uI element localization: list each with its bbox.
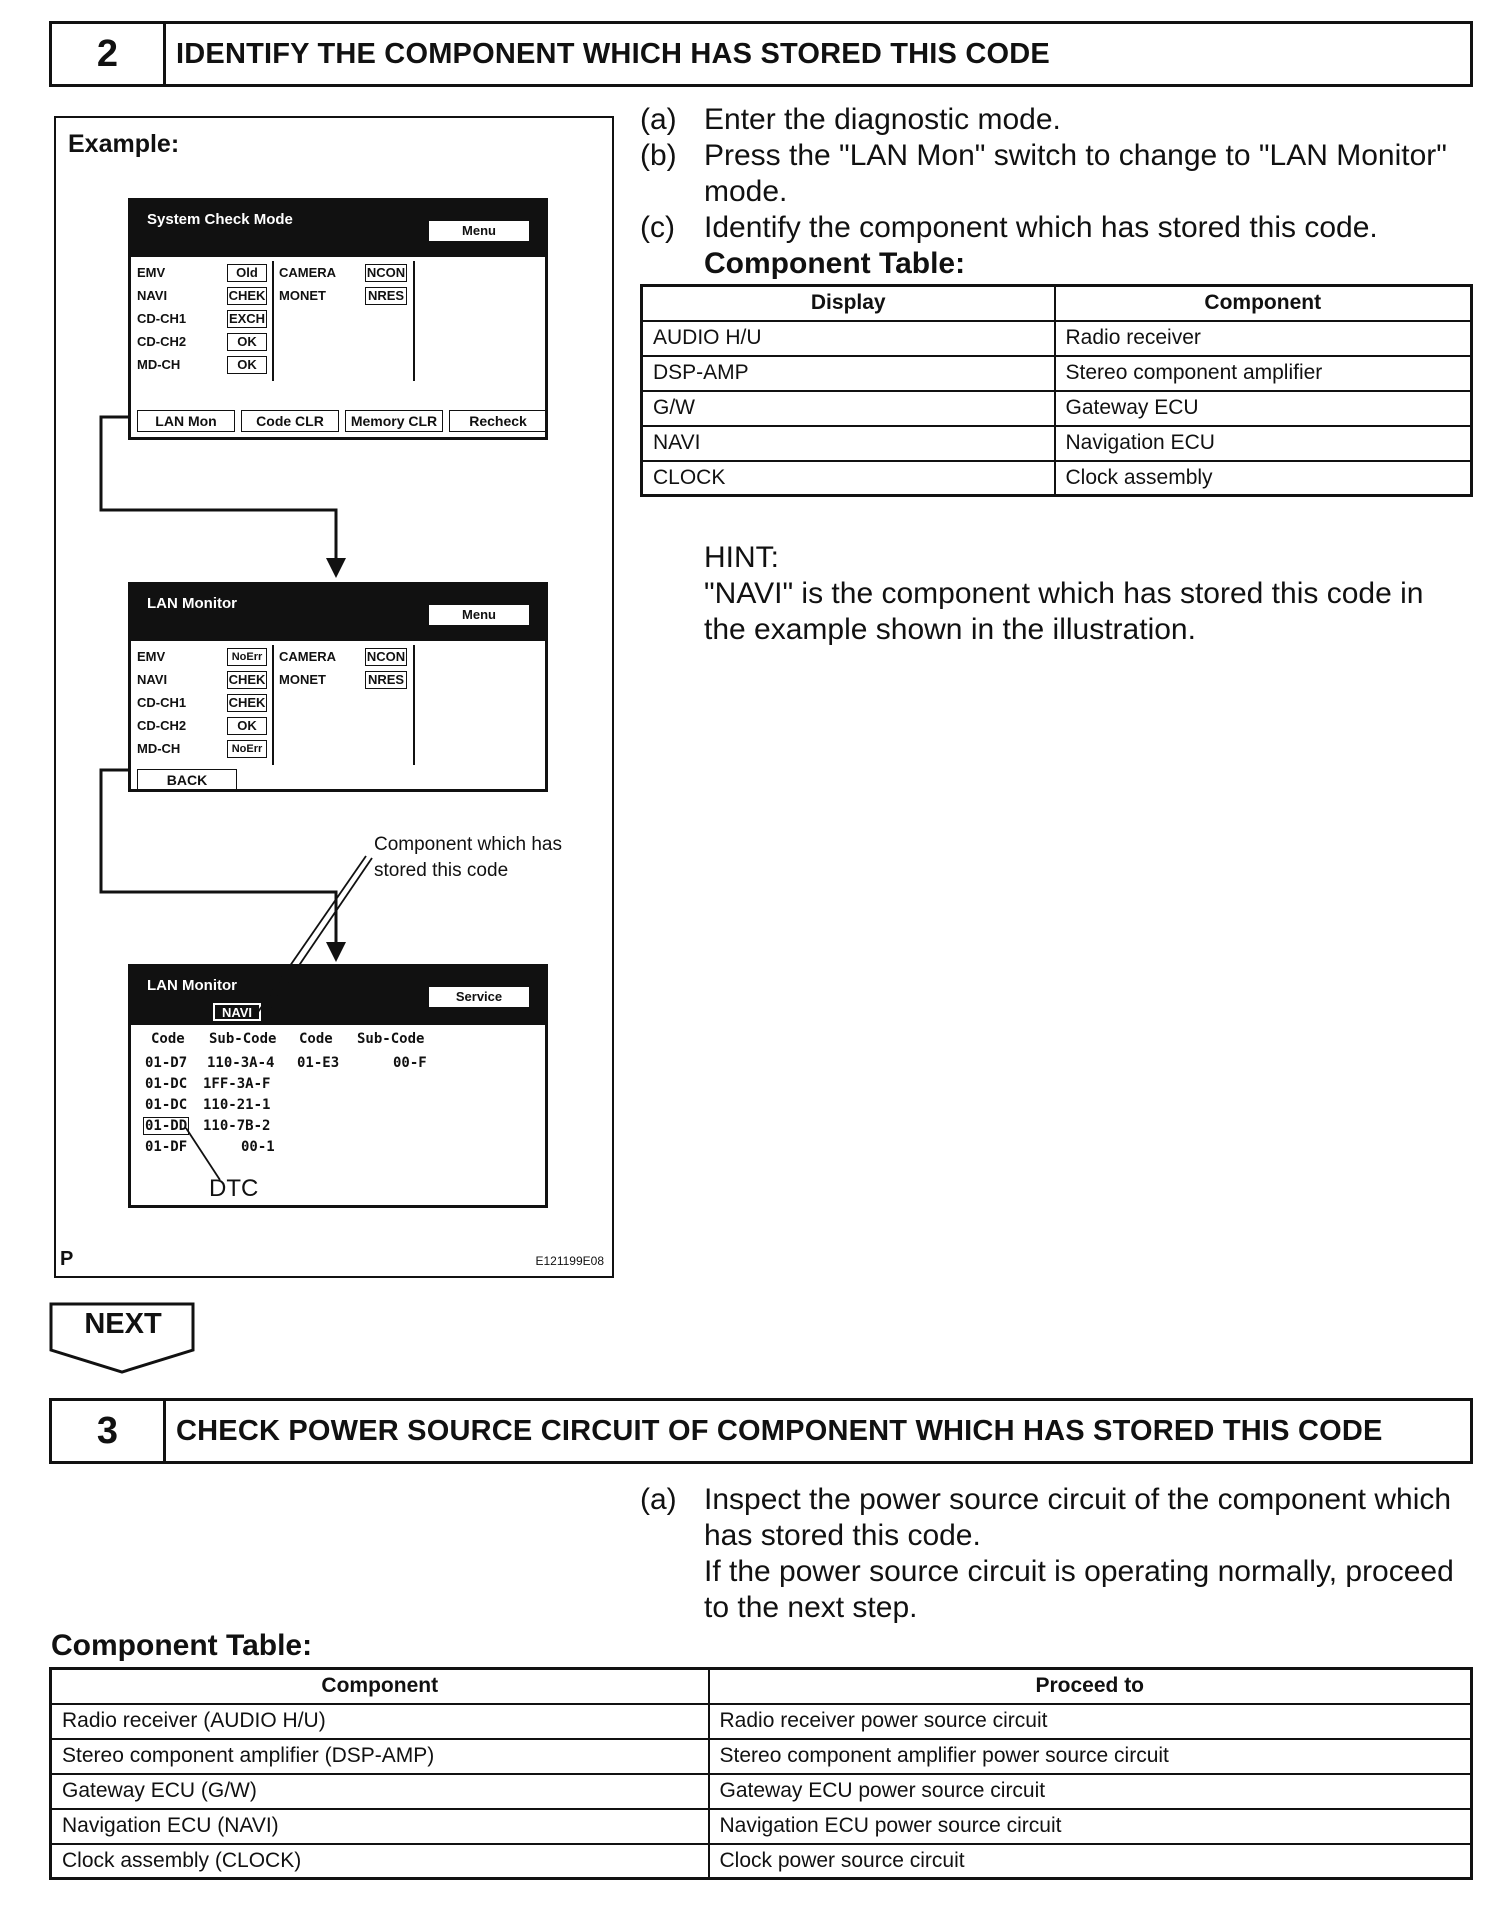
table-header: Component xyxy=(1055,286,1472,321)
hint-text-2: the example shown in the illustration. xyxy=(704,613,1196,646)
status-badge: OK xyxy=(227,717,267,735)
code-clr-button[interactable]: Code CLR xyxy=(241,410,339,432)
lan-mon-button[interactable]: LAN Mon xyxy=(137,410,235,432)
table-header: Display xyxy=(642,286,1055,321)
arrow-down-icon xyxy=(326,558,346,578)
callout-text-2: stored this code xyxy=(374,860,509,881)
hint-label: HINT: xyxy=(704,541,779,574)
instruction-label: (a) xyxy=(640,1483,677,1516)
instruction-text: Enter the diagnostic mode. xyxy=(704,103,1061,136)
table-cell: Navigation ECU xyxy=(1055,426,1472,461)
unit-label: CD-CH1 xyxy=(137,695,187,710)
sub-code: 00-1 xyxy=(241,1139,275,1155)
hint-text-1: "NAVI" is the component which has stored this code in xyxy=(704,577,1424,610)
sub-code: 110-7B-2 xyxy=(203,1118,271,1134)
table-cell: Clock assembly (CLOCK) xyxy=(51,1844,709,1879)
status-badge: NoErr xyxy=(227,648,267,666)
status-badge: CHEK xyxy=(228,695,266,710)
instruction-label: (b) xyxy=(640,139,677,172)
status-badge: NRES xyxy=(365,671,407,689)
table-header: Proceed to xyxy=(709,1669,1472,1704)
table-cell: NAVI xyxy=(642,426,1055,461)
status-badge: OK xyxy=(227,356,267,374)
column-header: Sub-Code xyxy=(357,1031,425,1047)
menu-button[interactable]: Menu xyxy=(429,605,529,625)
dtc-label: DTC xyxy=(209,1175,259,1202)
unit-label: CD-CH2 xyxy=(137,334,187,349)
step-3-header xyxy=(49,1398,1473,1464)
column-header: Code xyxy=(299,1031,333,1047)
table-cell: DSP-AMP xyxy=(642,356,1055,391)
step3-instruction-a xyxy=(640,1482,1500,1632)
instruction-text: to the next step. xyxy=(704,1591,918,1624)
component-table-title: Component Table: xyxy=(51,1629,313,1662)
status-badge: NCON xyxy=(366,649,406,664)
arrow-down-icon xyxy=(326,942,346,962)
component-table-step3 xyxy=(49,1667,1473,1880)
step-number: 3 xyxy=(52,1401,166,1461)
corner-label: P xyxy=(60,1248,74,1270)
column-header: Code xyxy=(151,1031,185,1047)
table-cell: Radio receiver (AUDIO H/U) xyxy=(51,1704,709,1739)
callout-text-1: Component which has xyxy=(374,834,562,855)
table-row xyxy=(51,1739,1472,1774)
screen-title: LAN Monitor xyxy=(147,595,237,612)
status-badge: Old xyxy=(227,264,267,282)
recheck-button[interactable]: Recheck xyxy=(449,410,547,432)
dtc-code: 01-DC xyxy=(145,1076,188,1092)
table-cell: Gateway ECU power source circuit xyxy=(709,1774,1472,1809)
table-cell: Gateway ECU xyxy=(1055,391,1472,426)
table-cell: Gateway ECU (G/W) xyxy=(51,1774,709,1809)
status-badge: NCON xyxy=(366,265,406,280)
table-cell: CLOCK xyxy=(642,461,1055,496)
step-number: 2 xyxy=(52,24,166,84)
status-badge: EXCH xyxy=(228,311,266,326)
instruction-text: Press the "LAN Mon" switch to change to "LAN Monitor" xyxy=(704,139,1447,172)
unit-label: MD-CH xyxy=(137,357,181,372)
instruction-text-cont: mode. xyxy=(704,175,788,208)
unit-label: CAMERA xyxy=(279,265,337,280)
table-row xyxy=(51,1809,1472,1844)
step-title: CHECK POWER SOURCE CIRCUIT OF COMPONENT WHICH HAS STORED THIS CODE xyxy=(176,1414,1383,1447)
dtc-code: 01-E3 xyxy=(297,1055,340,1071)
unit-label: NAVI xyxy=(137,672,168,687)
unit-label: EMV xyxy=(137,265,166,280)
table-cell: Clock power source circuit xyxy=(709,1844,1472,1879)
table-header: Component xyxy=(51,1669,709,1704)
instruction-text: If the power source circuit is operating normally, proceed xyxy=(704,1555,1454,1588)
instruction-text: has stored this code. xyxy=(704,1519,981,1552)
column-header: Sub-Code xyxy=(209,1031,277,1047)
dtc-code: 01-DC xyxy=(145,1097,188,1113)
component-table-title: Component Table: xyxy=(704,247,966,280)
step-title: IDENTIFY THE COMPONENT WHICH HAS STORED THIS CODE xyxy=(176,37,1050,70)
sub-code: 110-3A-4 xyxy=(207,1055,275,1071)
instruction-text: Identify the component which has stored this code. xyxy=(704,211,1378,244)
table-cell: Radio receiver xyxy=(1055,321,1472,356)
next-label: NEXT xyxy=(84,1308,162,1340)
unit-label: MD-CH xyxy=(137,741,181,756)
status-badge: CHEK xyxy=(228,672,266,687)
unit-label: NAVI xyxy=(137,288,168,303)
instruction-label: (c) xyxy=(640,211,675,244)
memory-clr-button[interactable]: Memory CLR xyxy=(345,410,443,432)
sub-code: 1FF-3A-F xyxy=(203,1076,271,1092)
example-label: Example: xyxy=(68,130,180,158)
service-button[interactable]: Service xyxy=(429,987,529,1007)
status-badge: CHEK xyxy=(228,288,266,303)
dtc-code: 01-DF xyxy=(145,1139,188,1155)
instruction-text: Inspect the power source circuit of the component which xyxy=(704,1483,1452,1516)
table-cell: AUDIO H/U xyxy=(642,321,1055,356)
table-cell: Stereo component amplifier power source circuit xyxy=(709,1739,1472,1774)
unit-label: MONET xyxy=(279,288,326,303)
unit-label: CAMERA xyxy=(279,649,337,664)
component-badge: NAVI xyxy=(213,1003,261,1021)
dtc-code-highlighted: 01-DD xyxy=(145,1118,188,1134)
dtc-code: 01-D7 xyxy=(145,1055,188,1071)
unit-label: MONET xyxy=(279,672,326,687)
unit-label: CD-CH1 xyxy=(137,311,187,326)
instruction-label: (a) xyxy=(640,103,677,136)
unit-label: CD-CH2 xyxy=(137,718,187,733)
back-button[interactable]: BACK xyxy=(137,769,237,791)
next-indicator xyxy=(49,1302,197,1379)
menu-button[interactable]: Menu xyxy=(429,221,529,241)
table-cell: Clock assembly xyxy=(1055,461,1472,496)
table-row xyxy=(51,1844,1472,1879)
table-cell: Stereo component amplifier xyxy=(1055,356,1472,391)
table-cell: Stereo component amplifier (DSP-AMP) xyxy=(51,1739,709,1774)
status-badge: NoErr xyxy=(227,740,267,758)
figure-id: E121199E08 xyxy=(535,1254,604,1268)
table-cell: Navigation ECU power source circuit xyxy=(709,1809,1472,1844)
sub-code: 00-F xyxy=(393,1055,427,1071)
sub-code: 110-21-1 xyxy=(203,1097,271,1113)
table-row xyxy=(51,1774,1472,1809)
table-cell: Radio receiver power source circuit xyxy=(709,1704,1472,1739)
table-cell: G/W xyxy=(642,391,1055,426)
screen-title: System Check Mode xyxy=(147,211,293,228)
unit-label: EMV xyxy=(137,649,166,664)
screen-title: LAN Monitor xyxy=(147,977,237,994)
table-cell: Navigation ECU (NAVI) xyxy=(51,1809,709,1844)
status-badge: OK xyxy=(227,333,267,351)
status-badge: NRES xyxy=(365,287,407,305)
table-row xyxy=(51,1704,1472,1739)
